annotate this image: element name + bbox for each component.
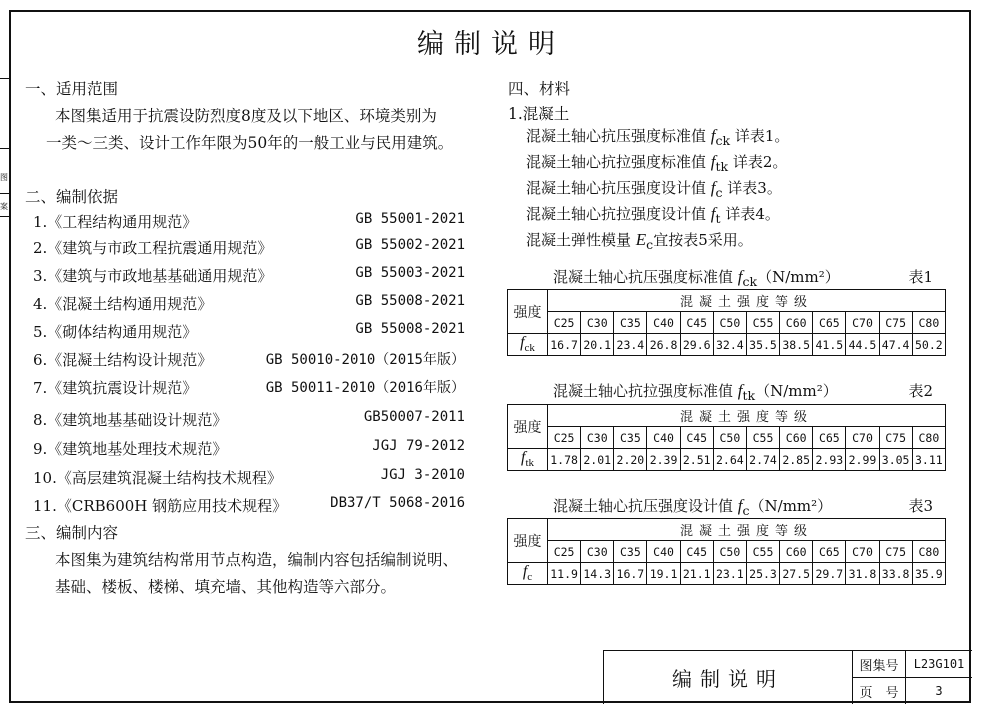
grade-cell: C50 (713, 427, 746, 449)
list-item (33, 237, 465, 259)
standard-code: GB 55002-2021 (355, 237, 465, 253)
material-text: 详表2。 (728, 153, 788, 171)
material-line (526, 203, 780, 226)
material-line (526, 229, 753, 252)
grade-cell: C55 (746, 312, 779, 334)
grade-cell: C50 (713, 312, 746, 334)
caption-text: 混凝土轴心抗压强度标准值 (553, 268, 738, 286)
symbol-cell (508, 563, 548, 585)
grade-cell: C35 (614, 312, 647, 334)
margin-tick (0, 148, 9, 149)
list-item (33, 321, 465, 343)
section-heading: 三、编制内容 (25, 524, 119, 542)
symbol: f (522, 563, 528, 581)
symbol-subscript: c (742, 503, 750, 518)
symbol-cell (508, 449, 548, 471)
value-cell: 33.8 (879, 563, 912, 585)
value-cell: 2.85 (780, 449, 813, 471)
value-cell: 3.05 (879, 449, 912, 471)
standard-code: GB 55003-2021 (355, 265, 465, 281)
symbol: f (710, 178, 716, 197)
list-item (33, 409, 465, 431)
atlas-number: L23G101 (906, 651, 972, 678)
grade-cell: C75 (879, 427, 912, 449)
value-cell: 14.3 (581, 563, 614, 585)
grade-cell: C35 (614, 427, 647, 449)
standard-name: 5.《砌体结构通用规范》 (33, 323, 198, 341)
grade-cell: C30 (581, 312, 614, 334)
material-text: 详表4。 (720, 205, 780, 223)
symbol: f (710, 126, 716, 145)
value-cell: 2.01 (581, 449, 614, 471)
grade-cell: C60 (780, 541, 813, 563)
standard-code: GB 50011-2010（2016年版） (265, 380, 465, 396)
symbol: f (520, 449, 526, 467)
caption-text: 混凝土轴心抗压强度设计值 (553, 497, 738, 515)
grade-cell: C60 (780, 427, 813, 449)
standard-name: 1.《工程结构通用规范》 (33, 213, 198, 231)
margin-label: 图 (0, 173, 8, 182)
page-title: 编制说明 (417, 29, 565, 60)
section-body: 一类～三类、设计工作年限为50年的一般工业与民用建筑。 (46, 134, 454, 152)
symbol: f (737, 267, 743, 286)
standard-name: 6.《混凝土结构设计规范》 (33, 351, 213, 369)
value-cell: 21.1 (680, 563, 713, 585)
grade-cell: C45 (680, 312, 713, 334)
symbol: E (635, 230, 647, 249)
value-cell: 35.9 (912, 563, 945, 585)
symbol: f (710, 152, 716, 171)
standard-name: 7.《建筑抗震设计规范》 (33, 379, 198, 397)
margin-tick (0, 193, 9, 194)
grade-cell: C40 (647, 312, 680, 334)
material-text: 混凝土轴心抗压强度设计值 (526, 179, 711, 197)
value-cell: 19.1 (647, 563, 680, 585)
standard-code: JGJ 3-2010 (380, 467, 465, 483)
grade-cell: C80 (912, 541, 945, 563)
title-block (603, 650, 972, 704)
unit-text: （N/mm²） (749, 497, 833, 515)
section-body: 本图集为建筑结构常用节点构造，编制内容包括编制说明、 (55, 551, 459, 569)
unit-text: （N/mm²） (757, 268, 840, 286)
symbol-cell (508, 334, 548, 356)
value-cell: 47.4 (879, 334, 912, 356)
row-label: 强度 (508, 519, 548, 563)
grade-cell: C35 (614, 541, 647, 563)
value-cell: 2.93 (813, 449, 846, 471)
atlas-label: 图集号 (853, 651, 906, 678)
symbol-subscript: c (715, 185, 723, 200)
margin-tick (0, 216, 9, 217)
material-line (526, 125, 789, 148)
table-caption (553, 495, 933, 518)
value-cell: 23.4 (614, 334, 647, 356)
grade-cell: C40 (647, 541, 680, 563)
value-cell: 27.5 (780, 563, 813, 585)
grade-cell: C55 (746, 427, 779, 449)
table-number: 表3 (908, 497, 933, 515)
page-number: 3 (935, 684, 943, 698)
standard-code: GB50007-2011 (363, 409, 465, 425)
standard-name: 11.《CRB600H 钢筋应用技术规程》 (33, 497, 288, 515)
list-item (33, 467, 465, 489)
standard-code: GB 50010-2010（2015年版） (265, 352, 465, 368)
material-text: 混凝土弹性模量 (526, 231, 636, 249)
grade-cell: C45 (680, 541, 713, 563)
material-text: 宜按表5采用。 (653, 231, 753, 249)
table-number: 表2 (908, 382, 933, 400)
row-label: 强度 (508, 290, 548, 334)
margin-tick (0, 78, 9, 79)
strength-table (507, 404, 946, 471)
table-caption (553, 380, 933, 403)
standard-name: 8.《建筑地基基础设计规范》 (33, 411, 228, 429)
grade-cell: C70 (846, 312, 879, 334)
list-item (33, 293, 465, 315)
section-heading: 一、适用范围 (25, 80, 119, 98)
grade-cell: C55 (746, 541, 779, 563)
standard-code: GB 55001-2021 (355, 211, 465, 227)
symbol-subscript: tk (742, 388, 756, 403)
standard-name: 9.《建筑地基处理技术规范》 (33, 440, 228, 458)
grade-cell: C65 (813, 312, 846, 334)
list-item (33, 377, 465, 399)
material-text: 混凝土轴心抗压强度标准值 (526, 127, 711, 145)
value-cell: 41.5 (813, 334, 846, 356)
symbol: f (520, 334, 525, 352)
caption-text: 混凝土轴心抗拉强度标准值 (553, 382, 738, 400)
section-heading: 二、编制依据 (25, 188, 119, 206)
list-item (33, 349, 465, 371)
symbol: f (710, 204, 716, 223)
material-text: 详表3。 (722, 179, 782, 197)
value-cell: 2.20 (614, 449, 647, 471)
grade-cell: C25 (548, 427, 581, 449)
material-line (526, 177, 782, 200)
value-cell: 20.1 (581, 334, 614, 356)
value-cell: 35.5 (746, 334, 779, 356)
grade-cell: C75 (879, 312, 912, 334)
standard-code: DB37/T 5068-2016 (330, 495, 465, 511)
standard-code: GB 55008-2021 (355, 293, 465, 309)
grade-cell: C60 (780, 312, 813, 334)
value-cell: 11.9 (548, 563, 581, 585)
grade-cell: C70 (846, 427, 879, 449)
value-cell: 2.64 (713, 449, 746, 471)
value-cell: 31.8 (846, 563, 879, 585)
symbol-subscript: ck (524, 342, 535, 355)
grade-cell: C25 (548, 312, 581, 334)
grade-cell: C30 (581, 427, 614, 449)
page-label: 页 号 (853, 678, 906, 704)
grade-cell: C40 (647, 427, 680, 449)
grade-header: 混凝土强度等级 (548, 405, 946, 427)
standard-name: 10.《高层建筑混凝土结构技术规程》 (33, 469, 282, 487)
grade-cell: C80 (912, 427, 945, 449)
list-item (33, 438, 465, 460)
value-cell: 38.5 (780, 334, 813, 356)
material-text: 详表1。 (730, 127, 790, 145)
value-cell: 29.7 (813, 563, 846, 585)
grade-cell: C25 (548, 541, 581, 563)
value-cell: 50.2 (912, 334, 945, 356)
grade-cell: C50 (713, 541, 746, 563)
subsection-heading: 1.混凝土 (508, 105, 570, 123)
standard-code: GB 55008-2021 (355, 321, 465, 337)
list-item (33, 211, 465, 233)
grade-cell: C65 (813, 541, 846, 563)
margin-label: 案 (0, 202, 8, 211)
value-cell: 25.3 (746, 563, 779, 585)
symbol-subscript: c (646, 237, 654, 252)
symbol-subscript: c (527, 571, 533, 584)
material-text: 混凝土轴心抗拉强度设计值 (526, 205, 711, 223)
value-cell: 2.51 (680, 449, 713, 471)
title-block-drawing-title: 编制说明 (604, 651, 853, 704)
grade-cell: C45 (680, 427, 713, 449)
value-cell: 26.8 (647, 334, 680, 356)
standard-name: 3.《建筑与市政地基基础通用规范》 (33, 267, 273, 285)
material-line (526, 151, 787, 174)
value-cell: 32.4 (713, 334, 746, 356)
grade-cell: C70 (846, 541, 879, 563)
standard-name: 2.《建筑与市政工程抗震通用规范》 (33, 239, 273, 257)
symbol: f (737, 496, 743, 515)
value-cell: 2.74 (746, 449, 779, 471)
value-cell: 1.78 (548, 449, 581, 471)
table-number: 表1 (908, 268, 933, 286)
strength-table (507, 518, 946, 585)
grade-cell: C80 (912, 312, 945, 334)
grade-cell: C65 (813, 427, 846, 449)
symbol-subscript: t (715, 211, 721, 226)
table-caption (553, 266, 933, 289)
symbol-subscript: ck (715, 133, 731, 148)
grade-cell: C75 (879, 541, 912, 563)
value-cell: 23.1 (713, 563, 746, 585)
value-cell: 3.11 (912, 449, 945, 471)
symbol-subscript: tk (525, 457, 534, 470)
value-cell: 16.7 (548, 334, 581, 356)
grade-cell: C30 (581, 541, 614, 563)
standard-name: 4.《混凝土结构通用规范》 (33, 295, 213, 313)
binding-margin (0, 78, 9, 218)
grade-header: 混凝土强度等级 (548, 290, 946, 312)
value-cell: 16.7 (614, 563, 647, 585)
value-cell: 2.39 (647, 449, 680, 471)
section-body: 本图集适用于抗震设防烈度8度及以下地区、环境类别为 (55, 107, 437, 125)
value-cell: 2.99 (846, 449, 879, 471)
row-label: 强度 (508, 405, 548, 449)
value-cell: 29.6 (680, 334, 713, 356)
material-text: 混凝土轴心抗拉强度标准值 (526, 153, 711, 171)
section-heading: 四、材料 (508, 80, 571, 98)
unit-text: （N/mm²） (755, 382, 838, 400)
value-cell: 44.5 (846, 334, 879, 356)
standard-code: JGJ 79-2012 (372, 438, 465, 454)
symbol: f (737, 381, 743, 400)
symbol-subscript: tk (715, 159, 729, 174)
strength-table (507, 289, 946, 356)
list-item (33, 265, 465, 287)
symbol-subscript: ck (742, 274, 758, 289)
section-body: 基础、楼板、楼梯、填充墙、其他构造等六部分。 (55, 578, 397, 596)
grade-header: 混凝土强度等级 (548, 519, 946, 541)
list-item (33, 495, 465, 517)
